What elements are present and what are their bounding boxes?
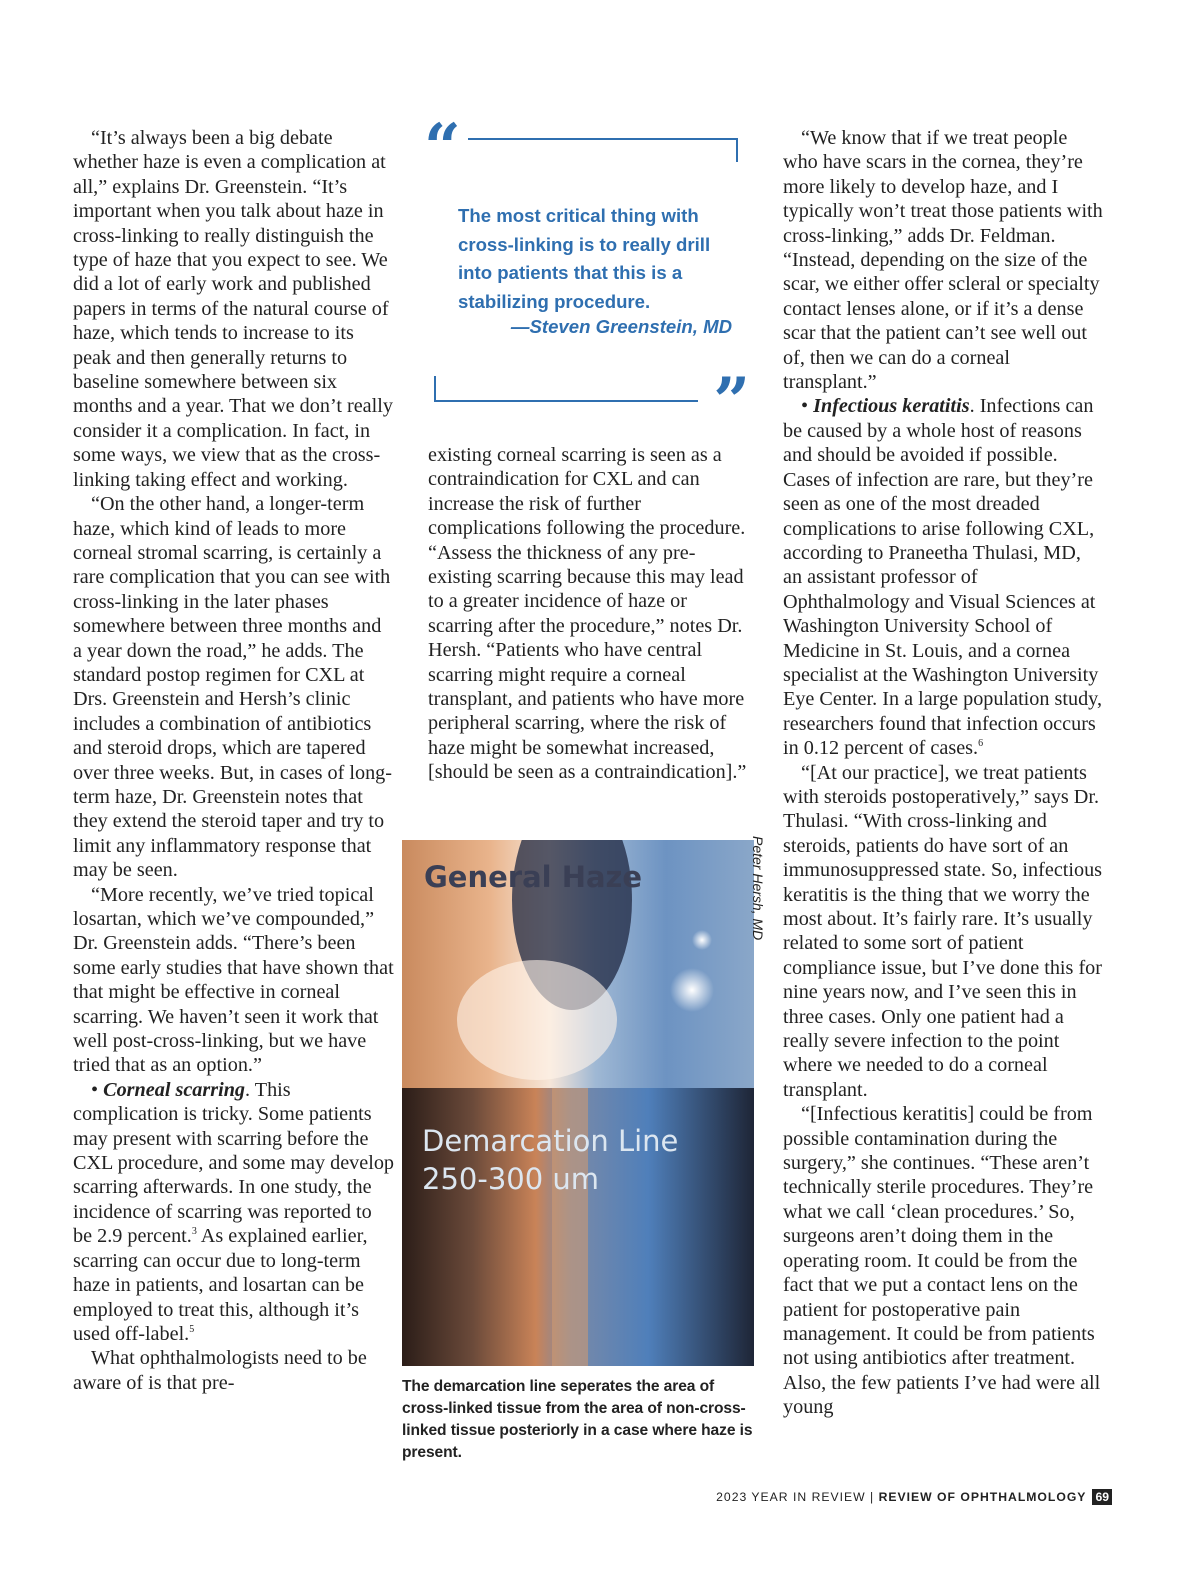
footer-issue: 2023 YEAR IN REVIEW | <box>716 1490 879 1504</box>
figure-caption: The demarcation line seperates the area of cross-linked tissue from the area of non-cross-linked tissue posteriorly in a case where haze is present. <box>402 1378 753 1461</box>
left-column <box>73 126 395 1395</box>
bullet: • <box>91 1078 104 1101</box>
figure-label-demarcation <box>422 1122 678 1198</box>
paragraph-infectious-keratitis <box>783 394 1103 760</box>
middle-column <box>428 443 748 785</box>
slit-lamp-photo <box>402 840 754 1366</box>
paragraph: “We know that if we treat people who have scars in the cornea, they’re more likely to develop haze, and I typically won’t treat those patients with cross-linking,” adds Dr. Feldman. “Instead, depending on the size of the scar, we either offer scleral or specialty contact lenses alone, or if it’s a dense scar that the patient can’t see well out of, then we can do a corneal transplant.” <box>783 127 1103 394</box>
paragraph: “More recently, we’ve tried topical losartan, which we’ve compounded,” Dr. Greenstein adds. “There’s been some early studies that have shown that that might be effective in corneal scarring. We haven’t seen it work that well post-cross-linking, but we have tried that as an option.” <box>73 883 394 1077</box>
paragraph-text: As explained earlier, scarring can occur due to long-term haze in patients, and losartan can be employed to treat this, although it’s used off-label. <box>73 1225 368 1345</box>
footer-publication: REVIEW OF OPHTHALMOLOGY <box>878 1490 1087 1504</box>
quote-text: The most critical thing with cross-linking is to really drill into patients that this is a stabilizing procedure. <box>458 205 711 312</box>
page-number: 69 <box>1092 1489 1112 1505</box>
right-column <box>783 126 1103 1420</box>
paragraph: existing corneal scarring is seen as a contraindication for CXL and can increase the risk of further complications following the procedure. “Assess the thickness of any pre-existing scarring because this may lead to a greater incidence of haze or scarring after the procedure,” notes Dr. Hersh. “Patients who have central scarring might require a corneal transplant, and patients who have more peripheral scarring, where the risk of haze might be somewhat increased, [should be seen as a contraindication].” <box>428 444 747 784</box>
paragraph-text: . This complication is tricky. Some patients may present with scarring before the CXL procedure, and some may develop scarring afterwards. In one study, the incidence of scarring was reported to be 2.9 percent. <box>73 1078 395 1248</box>
section-heading: Infectious keratitis <box>813 395 970 418</box>
reference-mark: 3 <box>191 1226 197 1238</box>
photo-credit: Peter Hersh, MD <box>750 836 766 941</box>
figure-label-line: Demarcation Line <box>422 1124 679 1158</box>
section-heading: Corneal scarring <box>103 1078 246 1101</box>
close-quote-icon: ” <box>713 364 750 439</box>
quote-rule-top <box>468 138 738 162</box>
reference-mark: 5 <box>189 1323 195 1335</box>
figure-label-general-haze: General Haze <box>424 860 643 894</box>
paragraph: “[Infectious keratitis] could be from possible contamination during the surgery,” she continues. “These aren’t technically sterile procedures. They’re what we call ‘clean procedures.’ So, surgeons aren’t doing them in the operating room. It could be from the fact that we put a contact lens on the patient for postoperative pain management. It could be from patients not using antibiotics after treatment. Also, the few patients I’ve had were all young <box>783 1103 1101 1419</box>
paragraph: “[At our practice], we treat patients with steroids postoperatively,” says Dr. Thulasi. “With cross-linking and steroids, patients do have sort of an immunosuppressed state. So, infectious keratitis is the thing that we worry the most about. It’s fairly rare. It’s usually related to some sort of patient compliance issue, but I’ve done this for nine years now, and I’ve seen this in three cases. Only one patient had a really severe infection to the point where we needed to do a corneal transplant. <box>783 761 1103 1101</box>
paragraph: “On the other hand, a longer-term haze, which kind of leads to more corneal stromal scarring, is certainly a rare complication that you can see with cross-linking in the later phases somewhere between three months and a year down the road,” he adds. The standard postop regimen for CXL at Drs. Greenstein and Hersh’s clinic includes a combination of antibiotics and steroid drops, which are tapered over three weeks. But, in cases of long-term haze, Dr. Greenstein notes that they extend the steroid taper and try to limit any inflammatory response that may be seen. <box>73 493 392 882</box>
quote-attribution: —Steven Greenstein, MD <box>510 316 732 337</box>
quote-rule-bottom <box>434 376 698 402</box>
reference-mark: 6 <box>978 738 984 750</box>
page-footer <box>716 1489 1112 1505</box>
pull-quote <box>420 110 750 439</box>
paragraph: “It’s always been a big debate whether haze is even a complication at all,” explains Dr. Greenstein. “It’s important when you talk about haze in cross-linking to really distinguish the type of haze that you expect to see. We did a lot of early work and published papers in terms of the natural course of haze, which tends to increase to its peak and then generally returns to baseline somewhere between six months and a year. That we don’t really consider it a complication. In fact, in some ways, we view that as the cross-linking taking effect and working. <box>73 127 393 491</box>
figure-label-line: 250-300 um <box>422 1162 600 1196</box>
eye-photo-figure <box>402 840 754 1366</box>
open-quote-icon: “ <box>424 110 461 185</box>
paragraph-text: . Infections can be caused by a whole host of reasons and should be avoided if possible. Cases of infection are rare, but they’re seen as one of the most dreaded complications to arise following CXL, according to Praneetha Thulasi, MD, an assistant professor of Ophthalmology and Visual Sciences at Washington University School of Medicine in St. Louis, and a cornea specialist at the Washington University Eye Center. In a large population study, researchers found that infection occurs in 0.12 percent of cases. <box>783 395 1102 760</box>
paragraph-corneal-scarring <box>73 1078 395 1346</box>
paragraph: What ophthalmologists need to be aware of is that pre- <box>73 1347 367 1394</box>
bullet: • <box>801 395 814 418</box>
